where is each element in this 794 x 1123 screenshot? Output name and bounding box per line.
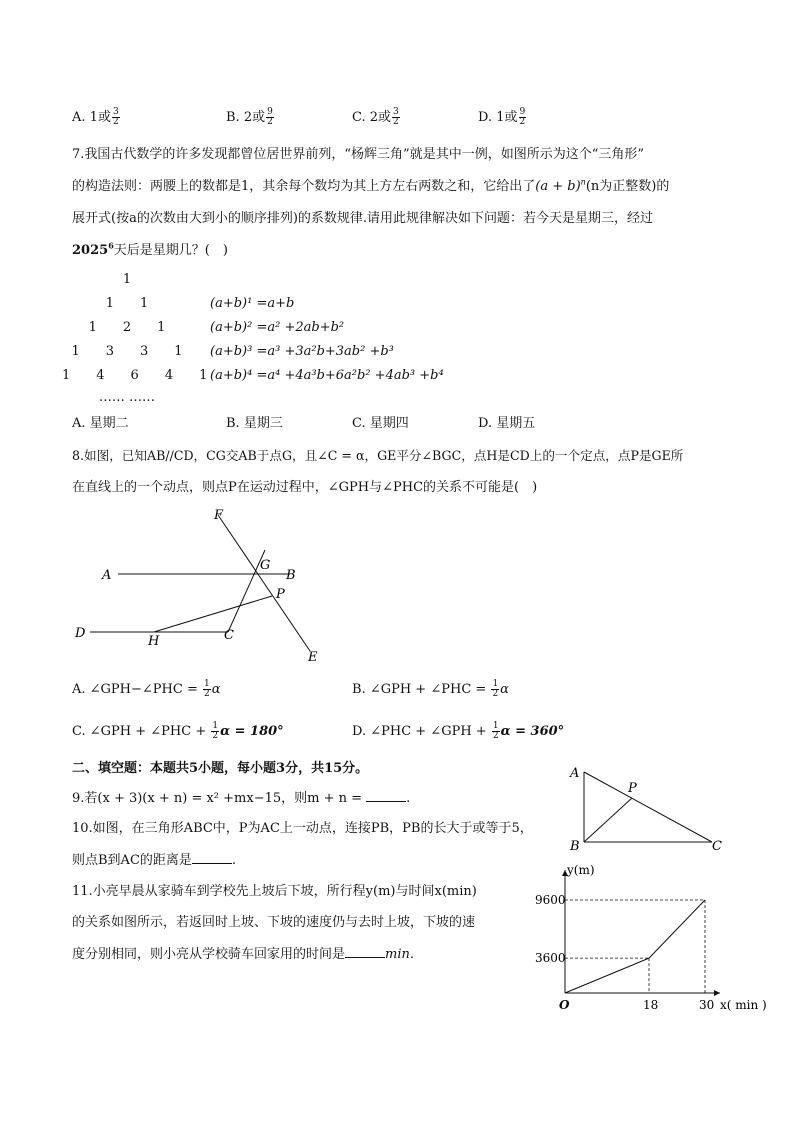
expansion-line: (a+b)¹ =a+b <box>210 296 295 311</box>
triangle-row: 1 <box>122 272 132 287</box>
q8-option-b[interactable]: B. ∠GPH + ∠PHC = $\frac{1}{2}$ α <box>352 679 509 699</box>
q11-line-1: 11.小亮早晨从家骑车到学校先上坡后下坡，所行程y(m)与时间x(min) <box>72 884 477 899</box>
q11-line-2: 的关系如图所示，若返回时上坡、下坡的速度仍与去时上坡，下坡的速 <box>72 915 476 930</box>
q7-option-c[interactable]: C. 星期四 <box>352 416 409 431</box>
label-d: D <box>75 626 86 641</box>
label-f: F <box>214 508 224 523</box>
label-a: A <box>102 568 112 583</box>
q11-line-3: 度分别相同，则小亮从学校骑车回家用的时间是 min. <box>72 947 415 962</box>
series-segment <box>649 900 705 958</box>
q6-option-d[interactable]: D. 1或 $\frac{9}{2}$ <box>478 107 526 127</box>
label-e: E <box>308 650 318 665</box>
q10-line-1: 10.如图，在三角形ABC中，P为AC上一动点，连接PB，PB的长大于或等于5， <box>72 821 533 836</box>
q7-option-a[interactable]: A. 星期二 <box>72 416 129 431</box>
q10-answer-blank[interactable] <box>192 851 232 864</box>
y-tick-label: 3600 <box>535 951 566 966</box>
q6-option-c[interactable]: C. 2或 $\frac{3}{2}$ <box>352 107 399 127</box>
q10-triangle-figure <box>560 762 730 854</box>
q11-answer-blank[interactable] <box>345 945 385 958</box>
yanghui-triangle <box>62 268 208 408</box>
q7-option-d[interactable]: D. 星期五 <box>478 416 536 431</box>
q8-option-c[interactable]: C. ∠GPH + ∠PHC + $\frac{1}{2}$ α = 180° <box>72 721 284 741</box>
binomial-expansions <box>210 292 444 388</box>
q8-option-d[interactable]: D. ∠PHC + ∠GPH + $\frac{1}{2}$ α = 360° <box>352 721 565 741</box>
label-p: P <box>628 781 637 796</box>
label-a: A <box>570 766 580 781</box>
label-c: C <box>224 628 234 643</box>
triangle-row: 1 4 6 4 1 <box>62 368 208 383</box>
expansion-line: (a+b)⁴ =a⁴ +4a³b+6a²b² +4ab³ +b⁴ <box>210 368 444 383</box>
label-g: G <box>260 558 271 573</box>
origin-label: O <box>559 998 570 1012</box>
section-2-heading: 二、填空题：本题共5小题，每小题3分，共15分。 <box>72 761 369 776</box>
q7-option-b[interactable]: B. 星期三 <box>226 416 283 431</box>
series-segment <box>565 958 649 993</box>
expansion-line: (a+b)³ =a³ +3a²b+3ab² +b³ <box>210 344 394 359</box>
x-axis-label: x( min ) <box>720 998 767 1012</box>
q10-line-2: 则点B到AC的距离是 . <box>72 853 237 868</box>
q11-distance-time-chart <box>520 858 775 1018</box>
q6-option-b[interactable]: B. 2或 $\frac{9}{2}$ <box>226 107 273 127</box>
x-tick-label: 18 <box>643 998 659 1012</box>
line-hp <box>154 596 272 632</box>
expansion-line: (a+b)² =a² +2ab+b² <box>210 320 345 335</box>
triangle-row: 1 3 3 1 <box>71 344 183 359</box>
triangle-row: 1 2 1 <box>88 320 166 335</box>
side-ac <box>584 772 712 842</box>
label-c: C <box>712 839 722 854</box>
q7-line-1: 7.我国古代数学的许多发现都曾位居世界前列，“杨辉三角”就是其中一例，如图所示为这个“三角形” <box>72 147 644 162</box>
q7-line-2: 的构造法则：两腰上的数都是1，其余每个数均为其上方左右两数之和，它给出了$(a + b)^n(n$为正整数)的 <box>72 177 670 194</box>
label-h: H <box>148 634 160 649</box>
segment-pb <box>584 798 632 842</box>
q8-line-2: 在直线上的一个动点，则点P在运动过程中，∠GPH与∠PHC的关系不可能是( ) <box>72 480 538 495</box>
q7-line-3: 展开式(按a的次数由大到小的顺序排列)的系数规律.请用此规律解决如下问题：若今天是星期三，经过 <box>72 211 654 226</box>
triangle-row: …… …… <box>98 390 156 405</box>
q8-line-1: 8.如图，已知AB//CD，CG交AB于点G，且∠C = α，GE平分∠BGC，点H是CD上的一个定点，点P是GE所 <box>72 448 684 463</box>
y-axis-label: y(m) <box>567 863 595 877</box>
x-tick-label: 30 <box>699 998 715 1012</box>
y-tick-label: 9600 <box>535 893 566 907</box>
q7-line-4: 2025$^6$天后是星期几？( ) <box>72 240 228 258</box>
q8-geometry-figure <box>70 505 330 670</box>
triangle-row: 1 1 <box>105 296 149 311</box>
q8-option-a[interactable]: A. ∠GPH−∠PHC = $\frac{1}{2}$ α <box>72 679 221 699</box>
label-b: B <box>286 568 296 583</box>
q6-option-a[interactable]: A. 1或 $\frac{3}{2}$ <box>72 107 119 127</box>
label-p: P <box>276 587 285 602</box>
q9-answer-blank[interactable] <box>366 789 406 802</box>
q9-question: 9.若(x + 3)(x + n) = x² +mx−15，则m + n = . <box>72 791 411 806</box>
label-b: B <box>570 839 580 854</box>
